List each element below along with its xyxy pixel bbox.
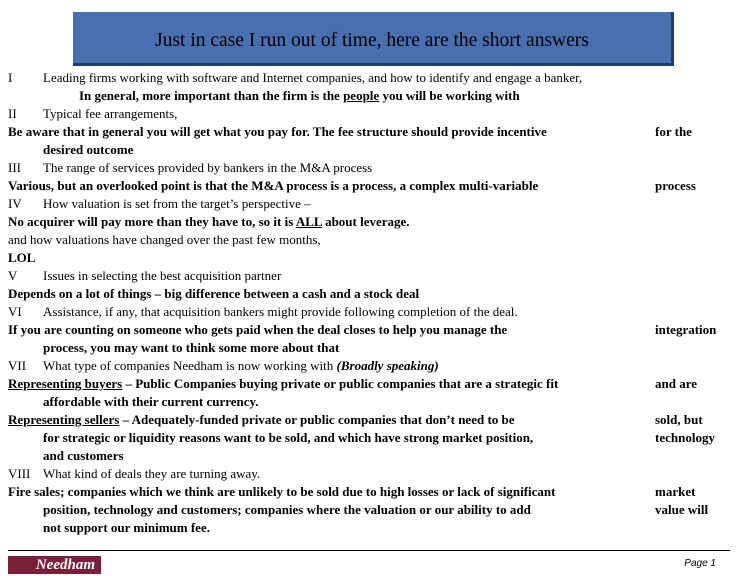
- question-text: Assistance, if any, that acquisition bankers might provide following completion of the deal.: [43, 304, 518, 319]
- question-1: [0, 69, 738, 87]
- emphasis-all: ALL: [295, 214, 322, 229]
- footer-divider: [8, 550, 730, 551]
- answer-4-line-1: No acquirer will pay more than they have to, so it is ALL about leverage.: [8, 214, 410, 229]
- answer-6-line-1-right: integration: [655, 322, 717, 337]
- sellers-line-1-right: sold, but: [655, 412, 703, 427]
- answer-2-line-1: Be aware that in general you will get what you pay for. The fee structure should provide incentive: [8, 124, 547, 139]
- buyers-line-2: affordable with their current currency.: [43, 394, 259, 409]
- page-number: Page 1: [684, 558, 716, 569]
- answer-8-line-2-right: value will: [655, 502, 709, 517]
- answer-8-line-1-right: market: [655, 484, 696, 499]
- buyers-line-1: Representing buyers – Public Companies buying private or public companies that are a strategic fit: [8, 376, 559, 391]
- answer-8-line-3: not support our minimum fee.: [43, 520, 210, 535]
- question-text: Typical fee arrangements,: [43, 106, 178, 121]
- question-4: [0, 195, 738, 213]
- numeral: I: [8, 70, 13, 85]
- question-qualifier: (Broadly speaking): [336, 358, 439, 373]
- question-text: What kind of deals they are turning away.: [43, 466, 261, 481]
- sellers-line-3: and customers: [43, 448, 124, 463]
- buyers-line-1-right: and are: [655, 376, 698, 391]
- page-title: Just in case I run out of time, here are the short answers: [155, 30, 589, 51]
- question-text: Issues in selecting the best acquisition partner: [43, 268, 282, 283]
- label-representing-buyers: Representing buyers: [8, 376, 123, 391]
- answer-3-line-1-right: process: [655, 178, 696, 193]
- answer-8-line-2: position, technology and customers; companies where the valuation or our ability to add: [43, 502, 531, 517]
- sellers-line-2-right: technology: [655, 430, 715, 445]
- label-representing-sellers: Representing sellers: [8, 412, 120, 427]
- answer-6-line-2: process, you may want to think some more about that: [43, 340, 340, 355]
- question-2: [0, 105, 738, 123]
- numeral: VIII: [8, 466, 31, 481]
- question-text: How valuation is set from the target’s perspective –: [43, 196, 311, 211]
- emphasis-people: people: [343, 88, 380, 103]
- question-6: [0, 303, 738, 321]
- question-4-part-2: and how valuations have changed over the past few months,: [8, 232, 321, 247]
- answer-8-line-1: Fire sales; companies which we think are unlikely to be sold due to high losses or lack of significant: [8, 484, 556, 499]
- answer-1: In general, more important than the firm is the people you will be working with: [79, 88, 520, 103]
- sellers-line-2: for strategic or liquidity reasons want to be sold, and which have strong market position,: [43, 430, 534, 445]
- numeral: III: [8, 160, 21, 175]
- answer-2-line-2: desired outcome: [43, 142, 134, 157]
- numeral: VII: [8, 358, 27, 373]
- answer-4-line-2: LOL: [8, 250, 36, 265]
- question-5: [0, 267, 738, 285]
- title-banner: [73, 12, 674, 66]
- numeral: VI: [8, 304, 22, 319]
- numeral: V: [8, 268, 18, 283]
- numeral: II: [8, 106, 17, 121]
- needham-logo: Needham: [8, 556, 101, 574]
- answer-6-line-1: If you are counting on someone who gets paid when the deal closes to help you manage the: [8, 322, 508, 337]
- question-3: [0, 159, 738, 177]
- question-text: The range of services provided by bankers in the M&A process: [43, 160, 373, 175]
- answer-3-line-1: Various, but an overlooked point is that the M&A process is a process, a complex multi-variable: [8, 178, 539, 193]
- answer-2-line-1-right: for the: [655, 124, 692, 139]
- numeral: IV: [8, 196, 22, 211]
- question-text: Leading firms working with software and Internet companies, and how to identify and engage a banker,: [43, 70, 583, 85]
- question-8: [0, 465, 738, 483]
- sellers-line-1: Representing sellers – Adequately-funded private or public companies that don’t need to be: [8, 412, 515, 427]
- answer-5-line-1: Depends on a lot of things – big difference between a cash and a stock deal: [8, 286, 420, 301]
- question-text: What type of companies Needham is now working with: [43, 358, 337, 373]
- question-7: [0, 357, 738, 375]
